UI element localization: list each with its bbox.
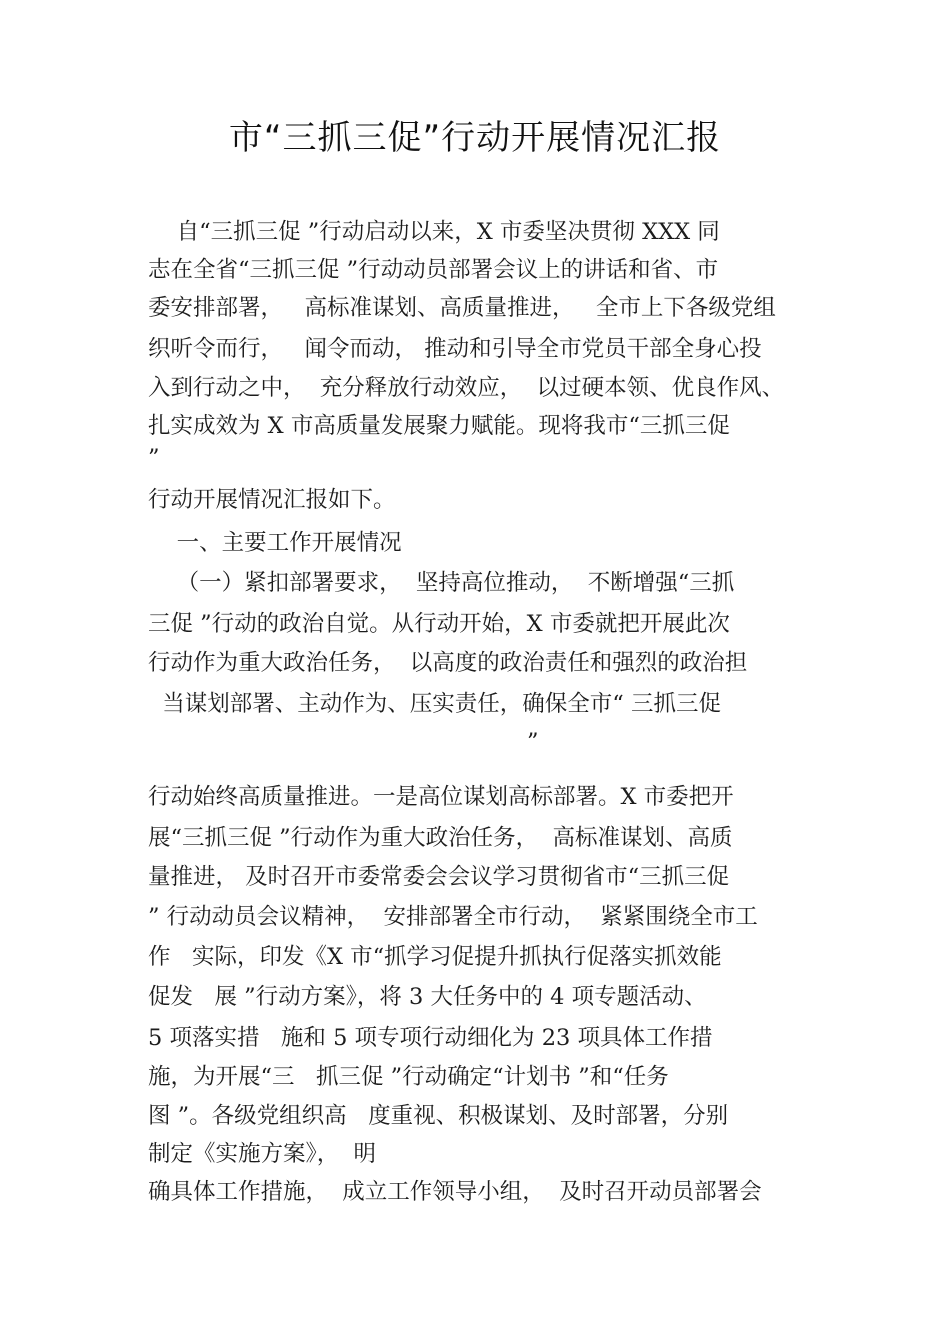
paragraph-line: ” 行动动员会议精神， 安排部署全市行动， 紧紧围绕全市工 — [148, 904, 758, 930]
paragraph-line: 行动始终高质量推进。一是高位谋划高标部署。X 市委把开 — [148, 784, 734, 810]
paragraph-line: 促发 展 ”行动方案》，将 3 大任务中的 4 项专题活动、 — [148, 984, 707, 1010]
paragraph-line: 三促 ”行动的政治自觉。从行动开始，X 市委就把开展此次 — [148, 611, 730, 637]
paragraph-line: 施，为开展“三 抓三促 ”行动确定“计划书 ”和“任务 — [148, 1064, 669, 1090]
paragraph-line: 制定《实施方案》， 明 — [148, 1141, 377, 1167]
paragraph-line: 行动作为重大政治任务， 以高度的政治责任和强烈的政治担 — [148, 650, 748, 676]
paragraph-line: 确具体工作措施， 成立工作领导小组， 及时召开动员部署会 — [148, 1179, 762, 1205]
paragraph-line: 当谋划部署、主动作为、压实责任，确保全市“ 三抓三促 — [148, 691, 721, 717]
paragraph-line: 作 实际，印发《X 市“抓学习促提升抓执行促落实抓效能 — [148, 944, 722, 970]
paragraph-line: 自“三抓三促 ”行动启动以来，X 市委坚决贯彻 XXX 同 — [148, 219, 720, 245]
subsection-heading-line: （一）紧扣部署要求， 坚持高位推动， 不断增强“三抓 — [148, 570, 735, 596]
paragraph-line: 委安排部署， 高标准谋划、高质量推进， 全市上下各级党组 — [148, 295, 776, 321]
paragraph-line: 量推进， 及时召开市委常委会会议学习贯彻省市“三抓三促 — [148, 864, 730, 890]
paragraph-line: ” — [148, 729, 539, 755]
paragraph-line: 行动开展情况汇报如下。 — [148, 487, 396, 513]
document-title: 市“三抓三促”行动开展情况汇报 — [228, 118, 722, 158]
paragraph-line: 展“三抓三促 ”行动作为重大政治任务， 高标准谋划、高质 — [148, 825, 733, 851]
paragraph-line: 扎实成效为 X 市高质量发展聚力赋能。现将我市“三抓三促 — [148, 413, 730, 439]
paragraph-line: 志在全省“三抓三促 ”行动动员部署会议上的讲话和省、市 — [148, 257, 719, 283]
paragraph-line: ” — [148, 445, 160, 471]
paragraph-line: 5 项落实措 施和 5 项专项行动细化为 23 项具体工作措 — [148, 1025, 713, 1051]
paragraph-line: 入到行动之中， 充分释放行动效应， 以过硬本领、优良作风、 — [148, 375, 785, 401]
paragraph-line: 织听令而行， 闻令而动， 推动和引导全市党员干部全身心投 — [148, 336, 762, 362]
section-heading: 一、主要工作开展情况 — [148, 530, 402, 556]
paragraph-line: 图 ”。各级党组织高 度重视、积极谋划、及时部署，分别 — [148, 1103, 729, 1129]
